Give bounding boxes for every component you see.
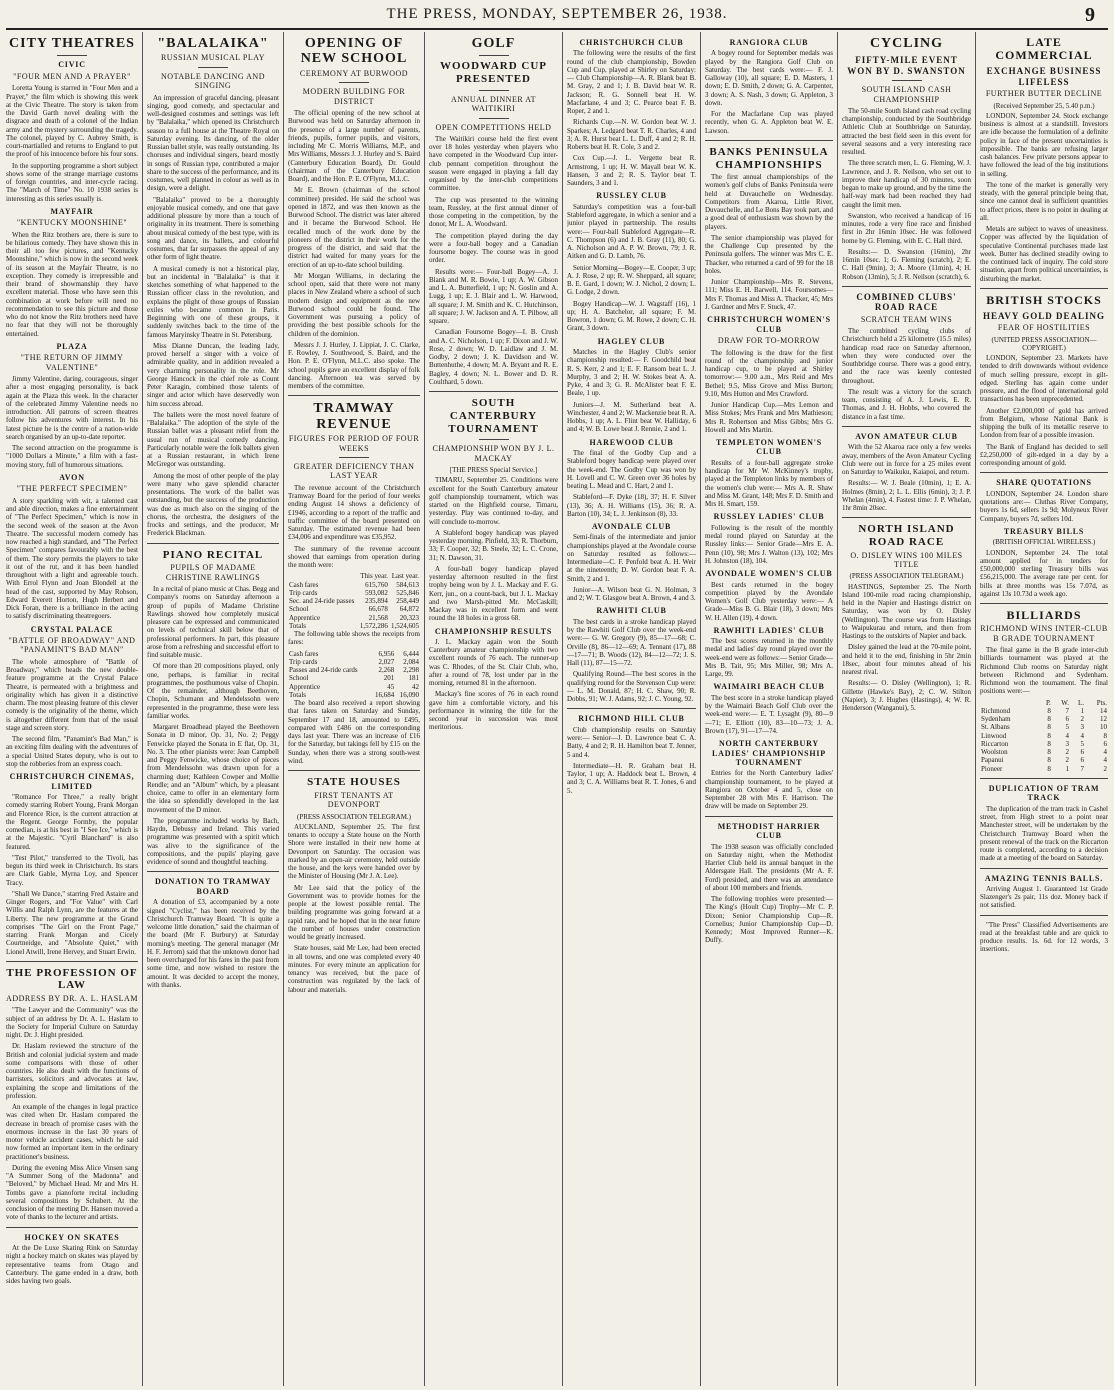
article-paragraph: The following trophies were presented:— The King's (Hoult Cup) Trophy—Mr C. P. Dixon; Senior Championship Cup—R. Cornelius; Junior Championship Cup—D. Kennedy; Most Improved Runner—K. Duffy.	[705, 895, 833, 945]
table-row: Trip cards 2,027 2,084	[289, 657, 419, 666]
headline-combined-clubs: COMBINED CLUBS' ROAD RACE	[856, 291, 957, 313]
table-header: L.	[1077, 698, 1084, 707]
subhead-avon: AVON	[59, 472, 85, 482]
article-paragraph: A bogey round for September medals was played by the Rangiora Golf Club on Saturday. The best cards were:— F. J. Galloway (10), all square; E. D. Masters, 1 down; E. D. Smith, 2 down; G. A. Carpenter, 3 down; A. S. Nash, 3 down; G. Appleton, 3 down.	[705, 49, 833, 107]
article-paragraph: During the evening Miss Alice Vinsen sang "A Summer Song of the Madonna" and "Beloved," by Michael Head. Mr and Mrs H. Tombs gave a pianoforte recital including several compositions by Schubert. At the conclusion of the meeting Dr. Hansen moved a vote of thanks to the lecturer and artists.	[6, 1163, 138, 1222]
subhead-building: MODERN BUILDING FOR DISTRICT	[302, 87, 406, 106]
headline-donation: DONATION TO TRAMWAY BOARD	[154, 877, 272, 896]
column-golf	[429, 34, 558, 1386]
article-paragraph: Dr. Haslam reviewed the structure of the British and colonial judicial system and made some comparisons with those of other countries. He also dealt with the functions of barristers, solicitors and advocates at law, explaining the scope and limitations of the profession.	[6, 1042, 138, 1100]
article-paragraph: The duplication of the tram track in Cashel street, from High street to a point near Manchester street, will be undertaken by the Christchurch Tramway Board when the present renewal of the track on the Riccarton route is completed, according to a decision made at a meeting of the board on Saturday.	[980, 804, 1108, 863]
article-paragraph: Bogey Handicap—W. J. Wagstaff (16), 1 up; H. A. Batchelor, all square; F. M. Bowron, 1 down; G. M. Rowe, 2 down; C. H. Grant, 3 down.	[567, 299, 696, 333]
subhead-butter-decline: FURTHER BUTTER DECLINE	[985, 89, 1103, 99]
headline-avondale-club: AVONDALE CLUB	[591, 522, 672, 531]
article-paragraph: The competition played during the day were a four-ball bogey and a Canadian foursome bogey. The course was in good order.	[429, 231, 558, 265]
article-paragraph: Senior Morning—Bogey—E. Cooper, 3 up; A. J. Rose, 2 up; R. W. Sheppard, all square; B. E. Gard, 1 down; W. J. Nichol, 2 down; L. G. Lodge, 2 down.	[567, 263, 696, 297]
article-paragraph: J. L. Mackay again won the South Canterbury amateur championship with two excellent rounds of 76 each. The runner-up was C. Rhodes, of the St. Clair Club, who, after a round of 78, lost under par in the morning, returned 81 in the afternoon.	[429, 637, 558, 688]
article-paragraph: A four-ball bogey handicap played yesterday afternoon resulted in the first trophy being won by J. L. Mackay and F. G. Kerr, jun., on a count-back, but J. L. Mackay and two Marsh-pitted Mr. McCaskill; Mackay was in excellent form and went round the 18 holes in a gross 68.	[429, 564, 558, 623]
subhead-avon-film: "THE PERFECT SPECIMEN"	[16, 484, 128, 494]
column-rule	[837, 32, 838, 1386]
column-commercial	[980, 34, 1108, 1386]
subhead-crystal-palace: CRYSTAL PALACE	[30, 624, 114, 634]
article-paragraph: The whole atmosphere of "Battle of Broadway," which heads the new double-feature programme at the Crystal Palace Theatre, is permeated with a brightness and originality which has given it a distinctive charm. The most pleasing feature of this clever comedy is the originality of the theme, which is altogether different from that of the usual stage and screen story.	[6, 657, 138, 732]
headline-rawhiti-ladies-club: RAWHITI LADIES' CLUB	[713, 625, 825, 635]
article-paragraph: Following is the result of the monthly medal round played on Saturday at the Russley links:— Senior Grade—Mrs E. A. Penn (10), 98; Mrs J. Walton (13), 102; Mrs H. Johnston (18), 104.	[705, 523, 833, 565]
article-paragraph: Junior—A. Wilson beat G. N. Holman, 3 and 2; W. T. Glasgow beat A. Brown, 4 and 3.	[567, 585, 696, 603]
article-paragraph: Miss Dianne Duncan, the leading lady, proved herself a singer with a voice of admirable quality, and in addition revealed a very charming personality in the role. Mr George Hancock in the chief role as Count Peter Karagin, combined those talents of singer and actor which have deservedly won him success abroad.	[147, 341, 279, 408]
headline-city-theatres: CITY THEATRES	[9, 36, 135, 51]
column-rule	[700, 32, 701, 1386]
column-city-theatres	[6, 34, 138, 1386]
article-paragraph: LONDON, September 24. Stock exchange business is almost at a standstill. Investors are idle because the formulation of a definite policy in face of the present uncertainties is impossible. The banks are refusing larger cash balances. Few private persons appear to have followed the lead of the big institutions in selling.	[980, 111, 1108, 178]
article-paragraph: Mr Morgan Williams, in declaring the school open, said that there were not many places in New Zealand where a school of such modern design and equipment as the new Burwood school could be found. The Government was pursuing a policy of providing the best possible schools for the children of the dominion.	[288, 271, 420, 338]
article-paragraph: Intermediate—H. R. Graham beat H. Taylor, 1 up; A. Haddock beat L. Brown, 4 and 3; C. A. Williams beat R. T. Jones, 6 and 5.	[567, 761, 696, 795]
advert-classified: "The Press" Classified Advertisements are read at the breakfast table and are quick to produce results. 1s. 6d. for 12 words, 3 insertions.	[980, 920, 1108, 954]
article-paragraph: Semi-finals of the intermediate and junior championships played at the Avondale course on Saturday resulted as follows:— Intermediate—C. F. Penfold beat A. H. Weir at the nineteenth; D. W. Gordon beat F. A. Smith, 2 and 1.	[567, 533, 696, 583]
headline-rangiora-club: RANGIORA CLUB	[729, 38, 809, 47]
article-paragraph: Metals are subject to waves of uneasiness. Copper was affected by the liquidation of speculative Continental purchases made last week. Butter has declined steadily owing to the continued lack of inquiry. The cold store situation, apart from political uncertainties, is disturbing the market.	[980, 225, 1108, 283]
subhead-exchange-business: EXCHANGE BUSINESS LIFELESS	[986, 66, 1102, 87]
article-paragraph: "Shall We Dance," starring Fred Astaire and Ginger Rogers, and "For Value" with Carl Willis and Ralph Lynn, are the features at the Liberty. The new programme at the Grand comprises "The Girl on the Front Page," starring Frank Morgan and Cicely Courtneidge, and "Absolute Quiet," with Lionel Atwill, Irene Hervey, and Stuart Erwin.	[6, 889, 138, 956]
headline-state-houses: STATE HOUSES	[307, 776, 401, 789]
article-paragraph: The best cards in a stroke handicap played by the Rawhiti Golf Club over the week-end were:— G. W. Gregory (9), 85—17—68; C. Orville (8), 86—12—69; A. Tennant (17), 88—17—71; B. Woods (12), 84—12—72; J. S. Hall (11), 87—15—72.	[567, 617, 696, 668]
article-paragraph: Swanston, who received a handicap of 16 minutes, rode a very fine race and finished first in 2hr 16min 10sec. He was followed home by G. Fleming, with E. C. Hall third.	[842, 211, 971, 245]
article-paragraph: Juniors—J. M. Sutherland beat A. Winchester, 4 and 2; W. Mackenzie beat R. A. Hobbs, 1 up; A. L. Flint beat W. Halliday, 6 and 4; W. B. Lowe beat J. Rennie, 2 and 1.	[567, 400, 696, 434]
table-row: Cash fares 6,956 6,444	[289, 649, 419, 658]
article-paragraph: In a recital of piano music at Chas. Begg and Company's rooms on Saturday afternoon a group of pupils of Madame Christine Rawlings showed how completely musical pleasure can be expressed and communicated on levels of technical skill below that of professional performers. In part, this pleasure arose from a refreshing and successful effort to find suitable music.	[147, 585, 279, 660]
billiards-table	[980, 699, 1108, 773]
article-paragraph: The board also received a report showing that fares taken on Saturday and Sunday, September 17 and 18, amounted to £495, compared with £486 on the corresponding days last year. There was an increase of £16 for the Saturday, but takings fell by £15 on the Sunday, when there was a strong south-west wind.	[288, 699, 420, 765]
article-paragraph: An example of the changes in legal practice was cited when Dr. Haslam compared the decrease in breach of promise cases with the enormous increase in the last 30 years of motor vehicle accident cases, which he said now formed an important item in the ordinary practitioner's business.	[6, 1103, 138, 1161]
subhead-musical-play: RUSSIAN MUSICAL PLAY	[160, 53, 266, 63]
table-row: Trip cards 593,082 525,846	[289, 588, 419, 597]
masthead-title: THE PRESS, MONDAY, SEPTEMBER 26, 1938.	[386, 6, 728, 22]
article-paragraph: "Balalaika" proved to be a thoroughly enjoyable musical comedy, and one that gave additional pleasure by more than a touch of originality in its treatment. There is something about musical comedy of the best type, with its song and dance, its ballets, and colourful costumes, that far surpasses the appeal of any other form of light theatre.	[147, 195, 279, 262]
headline-banks-peninsula: BANKS PENINSULA CHAMPIONSHIPS	[709, 145, 829, 171]
dateline: (UNITED PRESS ASSOCIATION—COPYRIGHT.)	[991, 335, 1097, 352]
subhead-scratch-team: SCRATCH TEAM WINS	[860, 314, 953, 324]
article-paragraph: The second film, "Panamint's Bad Man," is an exciting film dealing with the adventures of a special United States deputy, who is out to stop the robberies from an express coach.	[6, 735, 138, 768]
headline-rawhiti-club: RAWHITI CLUB	[596, 606, 667, 616]
article-paragraph: Qualifying Round—The best scores in the qualifying round for the Stevenson Cup were:— L. M. Donald, 87; H. C. Shaw, 90; R. Dobbs, 91; W. J. Adams, 92; J. C. Young, 92.	[567, 670, 696, 704]
article-paragraph: An impression of graceful dancing, pleasant singing, good comedy, and spectacular and well-designed costumes and settings was left by "Balalaika," which opened its Christchurch season to a full house at the Theatre Royal on Saturday evening. Its dancing, of the older Russian ballet style, was really outstanding. Its choruses and individual singers, heard mostly in songs of Russian type, contributed a major share to the success of the performance, and its costumes, well planned in colour as well as in design, were a delight.	[147, 93, 279, 193]
column-rule	[142, 32, 143, 1386]
headline-balalaika: "BALALAIKA"	[157, 36, 269, 51]
article-paragraph: Disley gained the lead at the 70-mile point, and held it to the end, finishing in 5hr 2min 18sec, about four minutes ahead of his nearest rival.	[842, 643, 971, 677]
column-rule	[562, 32, 563, 1386]
advert-text: Arriving August 1. Guaranteed 1st Grade Slazenger's 2s pair, 11s doz. Money back if not satisfied.	[980, 884, 1108, 910]
headline-hockey: HOCKEY ON SKATES	[24, 1232, 120, 1242]
subhead-championship-won: CHAMPIONSHIP WON BY J. L. MACKAY	[432, 444, 555, 463]
article-paragraph: "Test Pilot," transferred to the Tivoli, has begun its third week in Christchurch. Its stars are Clark Gable, Myrna Loy, and Spencer Tracy.	[6, 853, 138, 887]
article-paragraph: The ballets were the most novel feature of "Balalaika." The adoption of the style of the Russian ballet was a pleasant relief from the usual run of musical comedy dancing. Particularly notable were the folk ballets given at a Russian restaurant, in which Irene McGregor was outstanding.	[147, 410, 279, 469]
table-total-row: Totals 1,572,286 1,524,605	[289, 621, 419, 630]
article-paragraph: Richards Cup.—N. W. Gordon beat W. J. Sparkes; A. Ledgard beat T. R. Charles, 4 and 3; A. R. Hurst beat L. L. Duff, 4 and 2; R. H. Roberts beat H. R. Cole, 3 and 2.	[567, 118, 696, 152]
article-paragraph: The senior championship was played for the Challenge Cup presented by the Peninsula golfers. The winner was Mrs C. E. Thacker, who returned a card of 99 for the 18 holes.	[705, 233, 833, 275]
article-paragraph: In the supporting programme a short subject shows some of the strange marriage customs of foreign countries, and inter-cycle racing. The "March of Time" No. 10 1938 series is interesting as this series usually is.	[6, 161, 138, 203]
subhead-open-competitions: OPEN COMPETITIONS HELD	[435, 122, 552, 132]
headline-piano-recital: PIANO RECITAL	[162, 548, 264, 561]
article-paragraph: A musical comedy is not a historical play, but an incidental in "Balalaika" is that it sketches something of what happened to the Russian officer class in the revolution, and explains the plight of those groups of Russian exiles who became common in Paris. Beginning with one of these groups, it suddenly switches back to the time of the famous Maryinsky Theatre in St. Petersburg.	[147, 264, 279, 339]
headline-profession-of-law: THE PROFESSION OF LAW	[6, 966, 138, 992]
article-paragraph: When the Ritz brothers are, there is sure to be hilarious comedy. They have shown this in their all too few pictures, and "Kentucky Moonshine," which is now in the second week of its season at the Mayfair Theatre, is no exception. They comedy is irrepressible and their brand of showmanship they have excellent material. Those who have seen this combination at work before will need no recommendation to see this picture and those who do not know the Ritz brothers need have no fear that they will not be thoroughly entertained.	[6, 230, 138, 338]
subhead-disley-wins: O. DISLEY WINS 100 MILES TITLE	[850, 550, 963, 569]
article-paragraph: The programme included works by Bach, Haydn, Debussy and Ireland. This varied programme was presented with a spirit which was alive to the significance of the compositions, and the pupils' playing gave evidence of sound and thoughtful teaching.	[147, 816, 279, 867]
headline-avon-amateur-club: AVON AMATEUR CLUB	[855, 431, 958, 441]
subhead-heavy-gold: HEAVY GOLD DEALING	[982, 310, 1106, 321]
column-golf-clubs	[567, 34, 696, 1386]
article-paragraph: A story sparkling with wit, a talented cast and able direction, makes a fine entertainment of "The Perfect Specimen," which is now in the second week of the season at the Avon Theatre. The successful modern comedy has now reached a high standard, and "The Perfect Specimen" compares favourably with the best of them. The story permits the players to take it out of the rut, and it has been handled throughout with a light and agreeable touch. With Errol Flynn and Joan Blondell at the head of the cast, supported by May Robson, Edward Everett Horton, Hugh Herbert and Dick Foran, there is a brilliance in the acting to satisfy discriminating theatregoers.	[6, 496, 138, 621]
subhead-first-tenants: FIRST TENANTS AT DEVONPORT	[314, 790, 394, 810]
article-paragraph: The Bank of England has decided to sell £2,250,000 of gilt-edged in a day by a corresponding amount of gold.	[980, 442, 1108, 468]
subhead-annual-dinner: ANNUAL DINNER AT WAITIKIRI	[450, 94, 537, 114]
table-header: P.	[1045, 698, 1051, 707]
headline-tramway-revenue: TRAMWAY REVENUE	[313, 401, 395, 432]
table-row: Apprentice 21,568 20,323	[289, 613, 419, 622]
article-paragraph: The best scores returned in the monthly medal and ladies' day round played over the week-end were as follows:— Senior Grade—Mrs B. Tait, 95; Mrs Miller, 98; Mrs A. Large, 99.	[705, 637, 833, 679]
article-paragraph: The final of the Godby Cup and a Stableford bogey handicap were played over the week-end. The Godby Cup was won by H. Lovell and C. W. Green over 36 holes by beating L. Mead and C. Hart, 2 and 1.	[567, 449, 696, 490]
article-paragraph: Results:— O. Disley (Wellington), 1; R. Gillette (Hawke's Bay), 2; C. W. Stilton (Napier), 3; J. Hughes (Hastings), 4; W. R. Henderson (Wanganui), 5.	[842, 679, 971, 713]
article-paragraph: Mr E. Brown (chairman of the school committee) presided. He said the school was opened in 1872, and was then known as the Burwood School. The district was later altered and it became the Burwood School. He recalled much of the work done by the pioneers of the district in their work for the progress of the district, and said that the district had waited for many years for the erection of an up-to-date school building.	[288, 186, 420, 269]
table-row: Linwood 8 4 4 8	[981, 731, 1107, 740]
column-cycling	[842, 34, 971, 1386]
headline-russley-club: RUSSLEY CLUB	[596, 191, 667, 201]
article-paragraph: AUCKLAND, September 25. The first tenants to occupy a State house on the North Shore were installed in their new home at Devonport on Saturday. The occasion was marked by an open-air ceremony, held outside the house, and the keys were handed over by the Minister of Housing (Mr J. A. Lee).	[288, 822, 420, 881]
headline-british-stocks: BRITISH STOCKS	[986, 292, 1102, 307]
subhead-ceremony: CEREMONY AT BURWOOD	[299, 68, 409, 78]
article-paragraph: The revenue account of the Christchurch Tramway Board for the period of four weeks ending August 14 shows a deficiency of £1946, according to a report of the traffic and traffic committee of the board presented on Saturday. The estimated revenue had been £34,006 and expenditure was £35,952.	[288, 483, 420, 542]
article-paragraph: For the Macfarlane Cup was played recently, when G. A. Appleton beat W. E. Lawson.	[705, 110, 833, 135]
table-row: Woolston 8 2 6 4	[981, 748, 1107, 757]
headline-christchurch-club: CHRISTCHURCH CLUB	[579, 38, 684, 47]
article-paragraph: Results were:— Four-ball Bogey—A. J. Blank and M. R. Bowie, 1 up; A. W. Gibson and L. A. Butterfield, 1 up; N. Goslin and A. Lugg, 1 up; E. J. Blair and L. W. Harwood, all square; J. M. Smith and K. C. Hutchinson, all square; J. W. Jackson and A. T. Pilbow, all square.	[429, 267, 558, 326]
article-paragraph: Entries for the North Canterbury ladies' championship tournament, to be played at Rangiora on October 4 and 5, close on September 28 with Mrs F. Harrison. The draw will be made on September 29.	[705, 769, 833, 811]
masthead-rule	[6, 28, 1108, 30]
article-paragraph: Stableford—F. Dyke (18), 37; H. F. Silver (13), 36; A. H. Williams (15), 36; R. A. Barton (10), 34; L. J. Jenkinson (8), 33.	[567, 493, 696, 518]
table-row: School 66,678 64,872	[289, 605, 419, 614]
subhead-crystal-film: "BATTLE OF BROADWAY" AND "PANAMINT'S BAD MAN"	[8, 636, 136, 655]
headline-templeton-womens-club: TEMPLETON WOMEN'S CLUB	[716, 438, 822, 457]
table-row: Passes and 24-ride cards 2,268 2,298	[289, 666, 419, 675]
subhead-woodward-cup: WOODWARD CUP PRESENTED	[439, 60, 548, 86]
article-paragraph: Jimmy Valentine, daring, courageous, singer after a most engaging personality, is back again at the Plaza this week. In the character of the celebrated Jimmy Valentine needs no introduction. All patrons of screen theatres follow his adventures with interest. In his latest picture he is the centre of a nation-wide search organised by an up-to-date reporter.	[6, 375, 138, 441]
article-paragraph: Best cards returned in the bogey competition played by the Avondale Women's Golf Club yesterday were:— A Grade—Miss B. G. Blair (18), 3 down; Mrs W. H. Allen (19), 4 down.	[705, 580, 833, 622]
column-rule	[283, 32, 284, 1386]
table-row: School 201 181	[289, 674, 419, 683]
headline-golf: GOLF	[471, 36, 516, 51]
article-paragraph: The official opening of the new school at Burwood was held on Saturday afternoon in the presence of a large number of parents, friends, pupils, former pupils, and visitors, including Mr C. Morris Williams, M.P., and Mrs Williams, Messrs J. J. Hurley and S. Baird (Canterbury Education Board), Dr. Gould (chairman of the Canterbury Education Board), and the Hon. P. E. O'Flynn, M.L.C.	[288, 109, 420, 184]
article-paragraph: LONDON, September 23. Markets have tended to drift downwards without evidence of much selling pressure, except in gilt-edged. Sterling has again come under pressure, and the flood of international gold transactions has been unprecedented.	[980, 354, 1108, 404]
article-paragraph: Messrs J. J. Hurley, J. Lippiat, J. C. Clarke, F. Rowley, J. Southwood, S. Baird, and the Hon. P. E. O'Flynn, M.L.C. also spoke. The school pupils gave an excellent display of folk dancing. Afternoon tea was served by members of the committee.	[288, 340, 420, 391]
article-paragraph: The following is the draw for the first round of the championship and junior handicap cup, to be played at Shirley tomorrow:— 9.00 a.m., Mrs Reid and Mrs Bethel; 9.5, Miss Grove and Miss Burton; 9.10, Mrs Hutton and Mrs Crawford.	[705, 348, 833, 398]
headline-treasury-bills: TREASURY BILLS	[1003, 526, 1085, 536]
subhead-cash-championship: SOUTH ISLAND CASH CHAMPIONSHIP	[861, 85, 952, 104]
headline-waimairi-beach-club: WAIMAIRI BEACH CLUB	[713, 682, 825, 692]
dateline: (PRESS ASSOCIATION TELEGRAM.)	[849, 572, 964, 581]
subhead-address: ADDRESS BY DR. A. L. HASLAM	[6, 994, 138, 1004]
subhead-civic: CIVIC	[58, 60, 86, 70]
article-paragraph: HASTINGS, September 25. The North Island 100-mile road racing championship, held in the Napier and Hastings district on Saturday, was won by O. Disley (Wellington). The course was from Hastings to Waipukurau and return, and then from Hastings to the outskirts of Napier and back.	[842, 582, 971, 641]
article-paragraph: Mackay's fine scores of 76 in each round gave him a comfortable victory, and his performance in winning the title for the second year in succession was most meritorious.	[429, 690, 558, 732]
article-paragraph: LONDON, September 24. London share quotations are:— Cluthas River Company, buyers 1s 6d, sellers 1s 9d; Molyneux River Company, buyers 7d, sellers 10d.	[980, 489, 1108, 523]
subhead-four-weeks: FIGURES FOR PERIOD OF FOUR WEEKS	[288, 434, 420, 453]
article-paragraph: LONDON, September 24. The total amount applied for in tenders for £50,000,000 sterling Treasury bills was £56,215,000. The average rate per cent. for bills at three months was 15s 7.07d, as against 13s 10.73d a week ago.	[980, 548, 1108, 598]
subhead-cinemas: CHRISTCHURCH CINEMAS, LIMITED	[9, 772, 135, 791]
article-paragraph: The 50-mile South Island cash road cycling championship, conducted by the Southbridge Athletic Club at Southbridge on Saturday, attracted the best field seen in this event for several seasons and a very interesting race resulted.	[842, 106, 971, 157]
article-paragraph: The first annual championships of the women's golf clubs of Banks Peninsula were held at Duvauchelle on Wednesday. Competitors from Akaroa, Little River, Duvauchelle, and Le Bons Bay took part, and a good deal of enthusiasm was shown by the players.	[705, 173, 833, 231]
table-header	[980, 699, 1039, 707]
table-header: Last year.	[391, 572, 419, 581]
subhead-championship-results: CHAMPIONSHIP RESULTS	[434, 626, 553, 636]
subhead-plaza: PLAZA	[56, 341, 88, 351]
article-paragraph: Junior Handicap Cup.—Mrs Lemon and Miss Stokes; Mrs Frank and Mrs Mathieson; Mrs R. Robertson and Miss Gibbs; Mrs G. Howell and Mrs Martin.	[705, 401, 833, 434]
table-row: St. Albans 8 5 3 10	[981, 723, 1107, 732]
tramway-table	[288, 572, 420, 630]
article-paragraph: The following were the results of the first round of the club championship, Bowden Cup and Cup, played at Shirley on Saturday:— Club Championship—A. R. Blank beat B. M. Gray, 2 and 1; J. B. David beat W. R. Jackson; R. G. Sonnell beat H. W. Macfarlane, 4 and 3; C. Pearce beat F. B. Roper, 2 and 1.	[567, 49, 696, 116]
table-header: W.	[1061, 698, 1069, 707]
headline-north-canterbury-ladies: NORTH CANTERBURY LADIES' CHAMPIONSHIP TOURNAMENT	[711, 739, 826, 768]
article-paragraph: Canadian Foursome Bogey—I. B. Crush and A. C. Nicholson, 1 up; F. Dixon and J. W. Rose, 2 down; W. D. Laidlaw and J. M. Godby, 2 down; J. K. Davidson and W. Buttenhuthe, 4 down; M. A. Bryant and R. E. Bagley, 4 down; N. L. Bower and D. R. Coulthard, 5 down.	[429, 328, 558, 386]
article-paragraph: Results:— W. J. Beale (10min), 1; E. A. Holmes (8min), 2; L. L. Ellis (6min), 3; J. P. Whelan (4min), 4. Fastest time: J. P. Whelan, 1hr 8min 20sec.	[842, 479, 971, 513]
subhead-dancing: NOTABLE DANCING AND SINGING	[161, 71, 265, 91]
article-paragraph: The tone of the market is generally very steady, with the general principle being that, since one cannot deal in sufficient quantities to affect prices, there is no point in dealing at all.	[980, 180, 1108, 222]
headline-cycling: CYCLING	[869, 36, 944, 51]
article-paragraph: Club championship results on Saturday were:— Senior—J. D. Lawrence beat C. A. Batty, 4 and 2; R. H. Hamilton beat T. Jenner, 5 and 4.	[567, 725, 696, 759]
table-row: Pioneer 8 1 7 2	[981, 764, 1107, 773]
dateline: [THE PRESS Special Service.]	[449, 466, 538, 475]
article-paragraph: A Stableford bogey handicap was played yesterday morning. Pinfield, 33; R. Thorburn, 33; F. Cooper, 32; B. Steele, 32; L. C. Crone, 31; N. Dawson, 31.	[429, 528, 558, 562]
article-paragraph: The cup was presented to the winning team, Russley, at the first annual dinner of those competing in the competition, by the donor, Mr L. A. Woodward.	[429, 195, 558, 229]
article-paragraph: Results:— D. Swanston (16min), 2hr 16min 10sec. 1; G. Fleming (scratch), 2; E. C. Hall (9min), 3; A. Moore (11min), 4; H. Robson (13min), 5; J. R. Neilson (scratch), 6.	[842, 247, 971, 281]
article-paragraph: The best score in a stroke handicap played by the Waimairi Beach Golf Club over the week-end were:— E. T. Lysaght (9), 80—9—71; E. Elliott (10), 83—10—73; J. A. Brown (17), 91—17—74.	[705, 693, 833, 735]
headline-richmond-hill-club: RICHMOND HILL CLUB	[578, 714, 685, 724]
article-paragraph: At the De Luxe Skating Rink on Saturday night a hockey match on skates was played by representative teams from Otago and Canterbury. The game ended in a draw, both sides having two goals.	[6, 1244, 138, 1286]
table-row: Riccarton 8 3 5 6	[981, 739, 1107, 748]
article-paragraph: The three scratch men, L. G. Fleming, W. J. Lawrence, and J. R. Neilson, who set out to improve their handicap of 30 minutes, soon began to make up ground, and by the time the half-way mark had been reached they had caught the limit men.	[842, 159, 971, 209]
headline-share-quotations: SHARE QUOTATIONS	[996, 478, 1092, 488]
page-number: 9	[1085, 4, 1096, 26]
article-paragraph: The Waitikiri course held the first event over 18 holes yesterday when players who have competed in the Woodward Cup inter-club pennant competition throughout the season were engaged in playing a fall day organised by the inter-club competitions committee.	[429, 134, 558, 193]
article-paragraph: Saturday's competition was a four-ball Stableford aggregate, in which a senior and a junior played in partnership. The results were:— Four-ball Stableford Aggregate—R. C. Thompson (6) and J. B. Gray (11), 80; G. A. Nicholson and A. P. W. Brown, 79; J. R. Aitken and G. D. Lamb, 76.	[567, 202, 696, 261]
subhead-draw: DRAW FOR TO-MORROW	[717, 336, 821, 346]
headline-billiards: BILLIARDS	[1006, 608, 1082, 623]
article-paragraph: Cox Cup.—J. L. Vergette beat R. Armstrong, 1 up; H. W. Mayall beat W. K. Hansen, 3 and 2; R. S. Taylor beat T. Saunders, 3 and 1.	[567, 154, 696, 188]
table-row: Sydenham 8 6 2 12	[981, 715, 1107, 724]
column-new-school	[288, 34, 420, 1386]
headline-russley-ladies-club: RUSSLEY LADIES' CLUB	[713, 512, 825, 522]
dateline: (BRITISH OFFICIAL WIRELESS.)	[992, 538, 1096, 547]
table-row: Richmond 8 7 1 14	[981, 706, 1107, 715]
column-rule	[975, 32, 976, 1386]
column-balalaika	[147, 34, 279, 1386]
table-header	[288, 572, 358, 580]
subhead-civic-film: "FOUR MEN AND A PRAYER"	[13, 71, 131, 81]
headline-harewood-club: HAREWOOD CLUB	[589, 437, 674, 447]
article-paragraph: The following table shows the receipts from fares:	[288, 630, 420, 647]
subhead-mayfair: MAYFAIR	[50, 206, 94, 216]
article-paragraph: With the 52 Akaroa race only a few weeks away, members of the Avon Amateur Cycling Club were out in force for a 25 miles event on Saturday to Waikuku, Kaiapoi, and return.	[842, 443, 971, 477]
article-paragraph: The combined cycling clubs of Christchurch held a 25 kilometre (15.5 miles) handicap road race on Saturday afternoon, when they were conducted over the Southbridge course. There was a good entry, and the race was keenly contested throughout.	[842, 327, 971, 385]
advert-tennis-balls: AMAZING TENNIS BALLS.	[984, 873, 1104, 883]
article-paragraph: State houses, said Mr Lee, had been erected in all towns, and one was completed every 40 minutes. For every minute an application for tenancy was received, but the pace of construction was regulated by the lack of labour and materials.	[288, 944, 420, 994]
article-paragraph: The summary of the revenue account showed that earnings from operation during the month were:	[288, 544, 420, 570]
table-row: Cash fares 615,760 584,613	[289, 580, 419, 589]
article-paragraph: "The Lawyer and the Community" was the subject of an address by Dr. A. L. Haslam to the Society for Imperial Culture on Saturday night. Dr. J. Hight presided.	[6, 1006, 138, 1040]
headline-christchurch-womens-club: CHRISTCHURCH WOMEN'S CLUB	[707, 315, 831, 334]
article-paragraph: Among the most of other people of the play were many who gave splendid character presentations. The work of the ballet was outstanding, but the success of the production was due as much also on the singing of the chorus, the orchestra, the designers of the frocks and settings, and the producer, Mr Frederick Blackman.	[147, 471, 279, 538]
subhead-richmond-wins: RICHMOND WINS INTER-CLUB B GRADE TOURNAMENT	[980, 624, 1108, 643]
masthead	[0, 6, 1114, 28]
article-paragraph: The final game in the B grade inter-club billiards tournament was played at the Richmond Club rooms on Saturday night between Richmond and Sydenham. Richmond won the tournament. The final positions were:—	[980, 646, 1108, 696]
table-header: Pts.	[1096, 698, 1107, 707]
subhead-fifty-mile: FIFTY-MILE EVENT WON BY D. SWANSTON	[847, 55, 966, 76]
article-paragraph: "Romance For Three," a really bright comedy starring Robert Young, Frank Morgan and Florence Rice, is the current attraction at the Regent. George Formby, the popular comedian, is at his best in "I See Ice," which is at the Majestic. "Cyril Blanchard" is also featured.	[6, 793, 138, 851]
headline-duplication-tram-track: DUPLICATION OF TRAM TRACK	[988, 783, 1100, 803]
subhead-pupils: PUPILS OF MADAME CHRISTINE RAWLINGS	[165, 563, 261, 582]
article-paragraph: Results of a four-ball aggregate stroke handicap for Mr W. McKinney's trophy, played at the Templeton links by members of the women's club were:— Mrs A. R. Shaw and Miss M. Grant, 148; Mrs F. D. Smith and Mrs H. Smart, 159.	[705, 458, 833, 509]
article-paragraph: A donation of £3, accompanied by a note signed "Cyclist," has been received by the Christchurch Tramway Board. "It is quite a welcome little donation," said the chairman of the board (Mr F. Burbury) at Saturday morning's meeting. The general manager (Mr H. F. Jerrom) said that the unknown donor had been overcharged for his fares in the past from some time, and now wished to restore the amount. It was decided to accept the money, with thanks.	[147, 898, 279, 989]
article-paragraph: The second attraction on the programme is "1000 Dollars a Minute," a film with a fast-moving story, full of humorous situations.	[6, 444, 138, 469]
headline-north-island-road-race: NORTH ISLAND ROAD RACE	[858, 523, 955, 548]
subhead-deficiency: GREATER DEFICIENCY THAN LAST YEAR	[293, 462, 415, 481]
headline-hagley-club: HAGLEY CLUB	[597, 336, 666, 346]
table-row: Papanui 8 2 6 4	[981, 756, 1107, 765]
table-row: Sec. and 24-ride passes 235,894 258,449	[289, 597, 419, 606]
headline-south-canterbury: SOUTH CANTERBURY TOURNAMENT	[448, 397, 539, 435]
article-paragraph: Margaret Broadhead played the Beethoven Sonata in D minor, Op. 31, No. 2; Peggy Fenwicke played the Sonata in E flat, Op. 31, No. 3. The other pianists were: Jean Campbell and Peggy Fenwicke, whose choice of pieces from Mendelssohn was drawn upon for a charming duet; Kathleen Cowper and Mollie Rendle; and an "Album" which, by a pleasant choice, came to offer in an elementary form the idea so splendidly developed in the last movement of the D minor.	[147, 723, 279, 814]
article-paragraph: Loretta Young is starred in "Four Men and a Prayer," the film which is showing this week at the Civic Theatre. The story is taken from the David Garth novel dealing with the disgrace and death of a colonel of the Indian army and the mystery surrounding the tragedy. The colonel, played by C. Aubrey Smith, is court-martialled and returns to England to put the proof of his innocence before his four sons.	[6, 84, 138, 159]
article-paragraph: TIMARU, September 25. Conditions were excellent for the South Canterbury amateur golf championship tournament, which was started on the Highfield course, Timaru, yesterday. Play was continued to-day, and will conclude to-morrow.	[429, 476, 558, 526]
headline-avondale-womens-club: AVONDALE WOMEN'S CLUB	[705, 569, 833, 579]
article-paragraph: Another £2,000,000 of gold has arrived from Belgium, whose National Bank is shipping the bulk of its metallic reserve to London from fear of a possible invasion.	[980, 406, 1108, 440]
article-paragraph: Of more than 20 compositions played, only one, perhaps, is familiar in recital programmes, the posthumous valse of Chopin. Of the remainder, although Beethoven, Chopin, Schumann and Mendelssohn were represented in the programme, these were less familiar works.	[147, 662, 279, 720]
headline-late-commercial: LATE COMMERCIAL	[995, 35, 1093, 63]
headline-methodist-harrier-club: METHODIST HARRIER CLUB	[717, 821, 821, 841]
dateline: (Received September 25, 5.40 p.m.)	[993, 101, 1095, 110]
article-paragraph: Junior Championship—Mrs R. Stevens, 111; Miss E. H. Barwell, 114. Foursomes—Mrs F. Thomas and Miss A. Thacker, 45; Mrs J. Gardner and Mrs F. Stuck, 47.	[705, 278, 833, 311]
article-paragraph: The 1938 season was officially concluded on Saturday night, when the Methodist Harrier Club held its annual banquet in the Aldersgate Hall. The presidents (Mr A. F. Ford) presided, and there was an attendance of about 100 members and friends.	[705, 842, 833, 892]
column-ladies-golf	[705, 34, 833, 1386]
article-paragraph: The result was a victory for the scratch team, consisting of A. J. Lewis, E. R. Thomas, and J. H. Hobbs, who covered the distance in a fast time.	[842, 387, 971, 421]
column-rule	[424, 32, 425, 1386]
dateline: (PRESS ASSOCIATION TELEGRAM.)	[296, 812, 412, 821]
fares-table	[288, 650, 420, 700]
table-header: This year.	[360, 572, 388, 581]
table-row: Apprentice 45 42	[289, 682, 419, 691]
article-paragraph: Matches in the Hagley Club's senior championship resulted:— F. Goodchild beat R. S. Kerr, 2 and 1; E. F. Ransom beat L. J. Murphy, 3 and 2; H. W. Stokes beat A. A. Pyke, 4 and 3; G. R. McAlister beat F. E. Beale, 1 up.	[567, 348, 696, 398]
subhead-plaza-film: "THE RETURN OF JIMMY VALENTINE"	[20, 353, 124, 372]
subhead-fear-hostilities: FEAR OF HOSTILITIES	[997, 323, 1091, 333]
table-total-row: Totals 16,684 16,090	[289, 690, 419, 699]
subhead-mayfair-film: "KENTUCKY MOONSHINE"	[16, 218, 128, 228]
headline-new-school: OPENING OF NEW SCHOOL	[300, 36, 408, 67]
article-paragraph: Mr Lee said that the policy of the Government was to provide homes for the people at the lowest possible rental. The building programme was going forward at a rapid rate, and he hoped that in the near future the number of houses under construction would be greatly increased.	[288, 883, 420, 942]
